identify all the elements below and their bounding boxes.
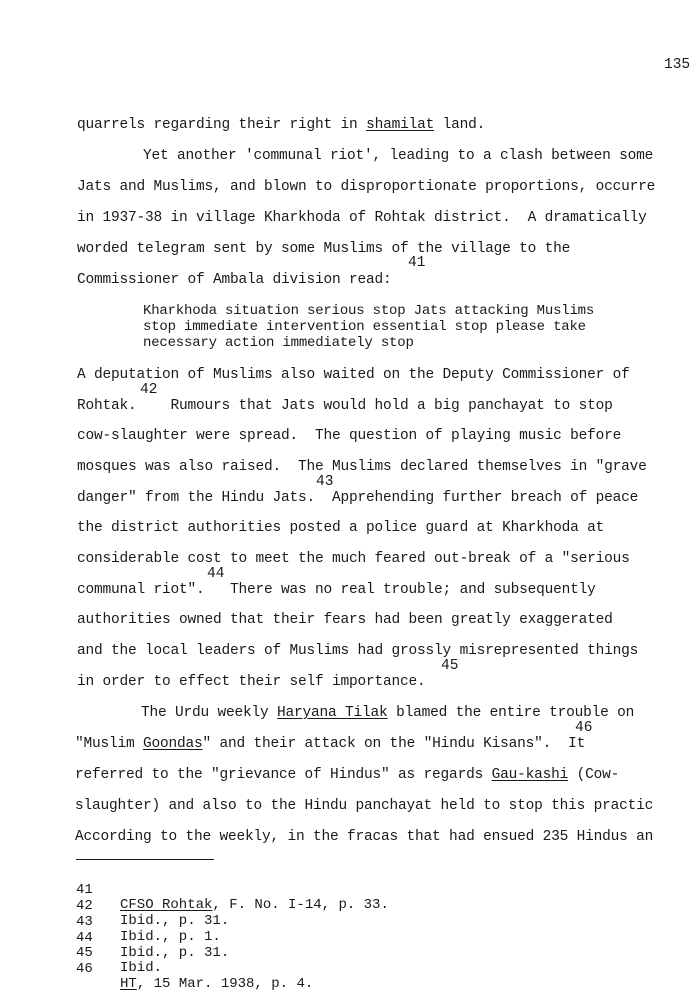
body-line (77, 117, 485, 133)
body-line: According to the weekly, in the fracas that had ensued 235 Hindus an (75, 829, 654, 845)
body-line: A deputation of Muslims also waited on the Deputy Commissioner of (77, 367, 630, 383)
body-line: considerable cost to meet the much feared out-break of a "serious (77, 551, 630, 567)
body-line (75, 767, 619, 783)
footnote-text: Ibid. (120, 960, 163, 976)
footnote-number: 44 (76, 929, 93, 946)
footnote-divider (76, 859, 214, 860)
text: blamed the entire trouble on (387, 705, 635, 721)
footnote-text: Ibid., p. 1. (120, 929, 221, 945)
body-line: mosques was also raised. The Muslims declared themselves in "grave (77, 459, 647, 475)
text: , 15 Mar. 1938, p. 4. (136, 976, 314, 992)
body-line: cow-slaughter were spread. The question of playing music before (77, 428, 622, 444)
footnote-number: 45 (76, 944, 93, 961)
term-goondas: Goondas (143, 736, 203, 752)
body-line: slaughter) and also to the Hindu panchayat held to stop this practic (75, 798, 654, 814)
footnote-ref-46: 46 (575, 720, 593, 736)
text: The Urdu weekly (141, 705, 278, 721)
text: , F. No. I-14, p. 33. (212, 897, 389, 913)
footnote-number: 42 (76, 897, 93, 914)
body-line: worded telegram sent by some Muslims of the village to the (77, 241, 571, 257)
body-line: Jats and Muslims, and blown to disproportionate proportions, occurre (77, 179, 656, 195)
footnote-number: 46 (76, 960, 93, 977)
footnote-number: 41 (76, 881, 93, 898)
footnote-ref-45: 45 (441, 658, 459, 674)
body-line: danger" from the Hindu Jats. Apprehending further breach of peace (77, 490, 639, 506)
text: (Cow- (568, 767, 620, 783)
text: "Muslim (75, 736, 144, 752)
term-gau-kashi: Gau-kashi (491, 767, 569, 783)
body-line: authorities owned that their fears had been greatly exaggerated (77, 612, 613, 628)
quote-line: Kharkhoda situation serious stop Jats attacking Muslims (143, 303, 595, 319)
body-line (141, 705, 634, 721)
page-number: 135 (664, 57, 691, 73)
body-line: Yet another 'communal riot', leading to a clash between some (143, 148, 654, 164)
body-line: in 1937-38 in village Kharkhoda of Rohtak district. A dramatically (77, 210, 647, 226)
text: " and their attack on the "Hindu Kisans". It (202, 736, 586, 752)
text: referred to the "grievance of Hindus" as regards (75, 767, 492, 783)
source-cfso-rohtak: CFSO Rohtak (120, 897, 213, 913)
footnote-ref-42: 42 (140, 382, 158, 398)
term-shamilat: shamilat (366, 117, 435, 133)
footnote-text (120, 898, 389, 914)
body-line: communal riot". There was no real trouble; and subsequently (77, 582, 596, 598)
footnote-ref-41: 41 (408, 255, 426, 271)
body-line (75, 736, 585, 752)
footnote-text: Ibid., p. 31. (120, 945, 230, 961)
text: land. (434, 117, 486, 133)
footnote-ref-44: 44 (207, 566, 225, 582)
body-line: Rohtak. Rumours that Jats would hold a big panchayat to stop (77, 398, 613, 414)
footnote-text (120, 977, 313, 993)
quote-line: stop immediate intervention essential stop please take (143, 319, 586, 335)
source-ht: HT (120, 976, 137, 992)
footnote-text: Ibid., p. 31. (120, 913, 230, 929)
quote-line: necessary action immediately stop (143, 335, 414, 351)
body-line: in order to effect their self importance. (77, 674, 426, 690)
body-line: and the local leaders of Muslims had grossly misrepresented things (77, 643, 639, 659)
footnote-number: 43 (76, 913, 93, 930)
body-line: the district authorities posted a police guard at Kharkhoda at (77, 520, 605, 536)
body-line: Commissioner of Ambala division read: (77, 272, 392, 288)
text: quarrels regarding their right in (77, 117, 367, 133)
title-haryana-tilak: Haryana Tilak (277, 705, 388, 721)
footnote-ref-43: 43 (316, 474, 334, 490)
